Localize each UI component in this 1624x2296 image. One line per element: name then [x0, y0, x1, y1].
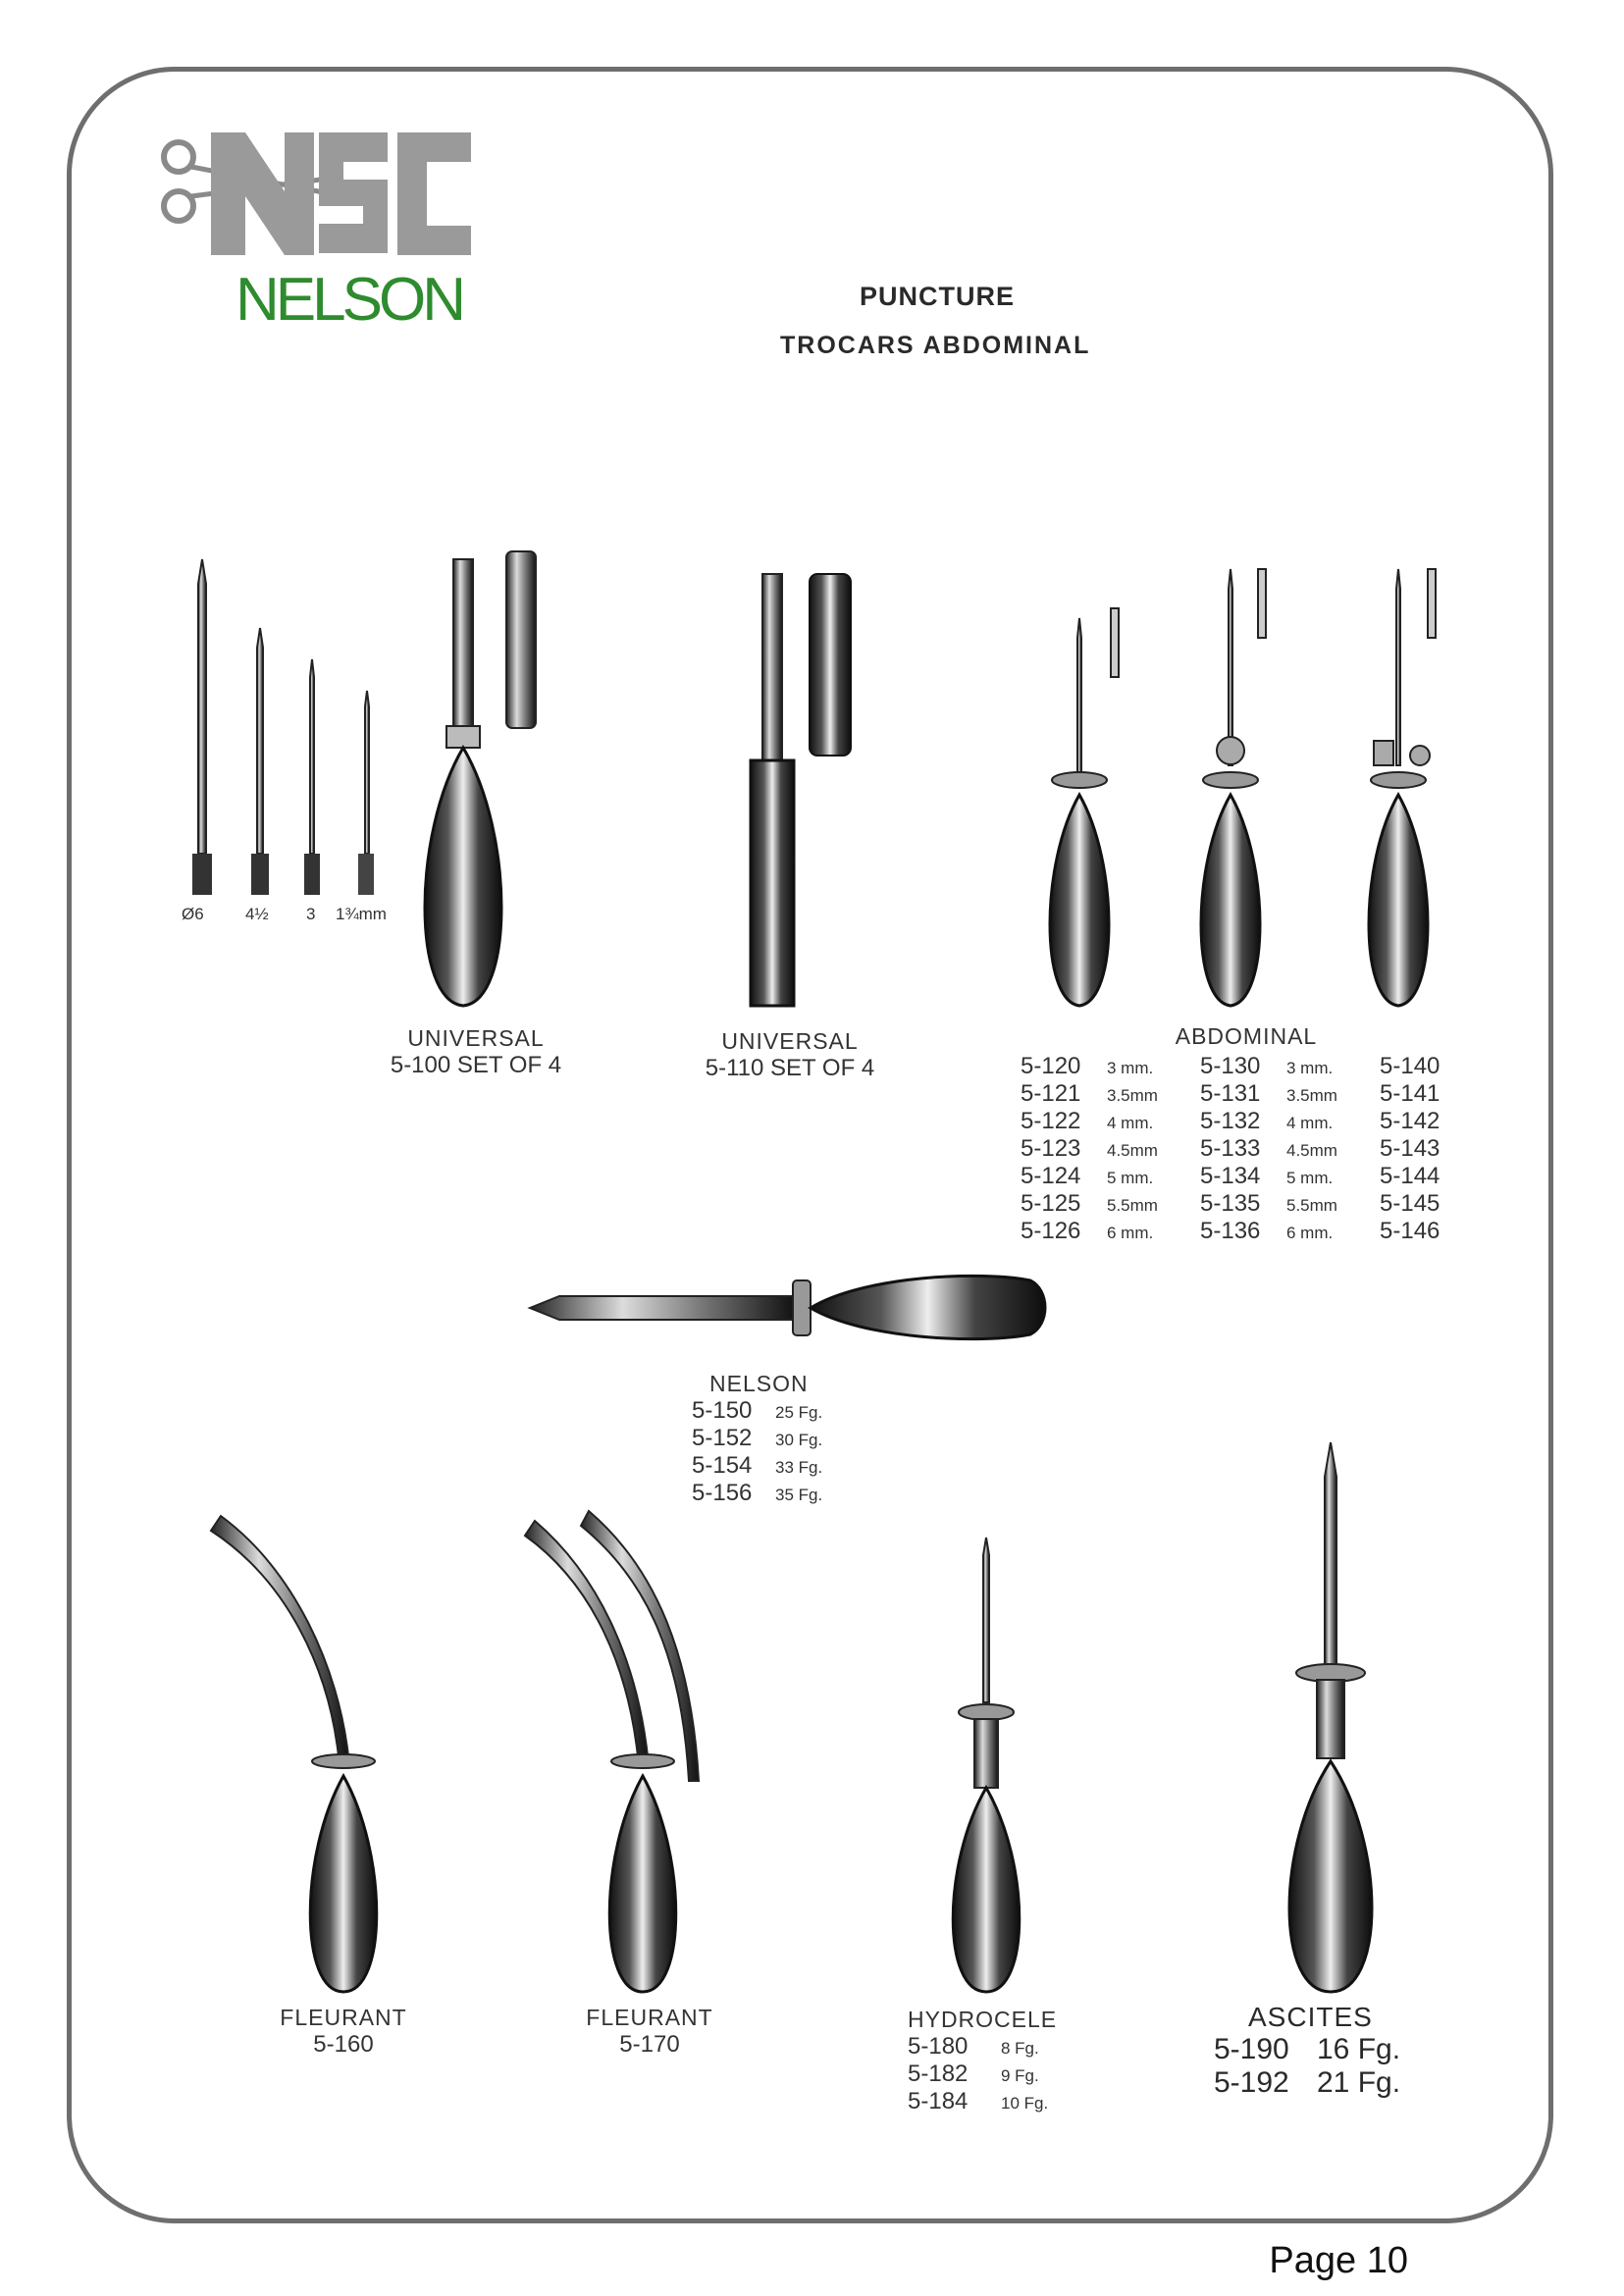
code-cell: 5-134 [1200, 1163, 1261, 1189]
page-number: Page 10 [1269, 2240, 1408, 2281]
table-row [908, 2033, 1057, 2061]
size-cell: 4 mm. [1107, 1114, 1154, 1132]
code-cell: 5-145 [1380, 1190, 1441, 1217]
product-name: FLEURANT [586, 2005, 713, 2030]
table-row [908, 2061, 1057, 2088]
product-name: FLEURANT [280, 2005, 407, 2030]
code-cell: 5-146 [1380, 1218, 1441, 1244]
size-cell: 3 mm. [1107, 1059, 1154, 1077]
size-cell: 5 mm. [1286, 1169, 1334, 1187]
size-cell: 6 mm. [1107, 1224, 1154, 1242]
product-name: ASCITES [1248, 2002, 1373, 2032]
fleurant-5-170-illustration [525, 1511, 699, 1992]
table-row [1021, 1080, 1440, 1108]
code-cell: 5-140 [1380, 1053, 1441, 1079]
universal-1-caption [358, 1025, 594, 1079]
abdominal-trocars-illustration [1050, 569, 1436, 1006]
abdominal-caption [1021, 1023, 1472, 1050]
product-code: 5-100 SET OF 4 [390, 1052, 562, 1078]
product-code: 5-160 [313, 2031, 374, 2058]
fleurant-5-160-illustration [211, 1516, 377, 1992]
size-cell: 21 Fg. [1317, 2066, 1401, 2099]
code-cell: 5-184 [908, 2088, 969, 2114]
table-row [692, 1397, 822, 1425]
code-cell: 5-156 [692, 1480, 753, 1506]
code-cell: 5-124 [1021, 1163, 1081, 1189]
size-cell: 25 Fg. [775, 1403, 823, 1422]
universal-5-110-illustration [751, 574, 851, 1006]
code-cell: 5-154 [692, 1452, 753, 1479]
size-cell: 5.5mm [1107, 1196, 1158, 1215]
size-cell: 4.5mm [1107, 1141, 1158, 1160]
table-row [692, 1480, 822, 1507]
ascites-caption [1214, 2002, 1400, 2100]
code-cell: 5-144 [1380, 1163, 1441, 1189]
needle-size-label: 3 [306, 905, 316, 923]
code-cell: 5-182 [908, 2061, 969, 2087]
section-subtitle: TROCARS ABDOMINAL [780, 332, 1091, 359]
code-cell: 5-192 [1214, 2066, 1289, 2099]
size-cell: 16 Fg. [1317, 2033, 1401, 2065]
product-name: HYDROCELE [908, 2007, 1058, 2032]
nelson-caption [692, 1371, 822, 1507]
code-cell: 5-126 [1021, 1218, 1081, 1244]
needle-set-illustration [192, 559, 374, 895]
table-row [1214, 2066, 1400, 2100]
size-cell: 8 Fg. [1001, 2039, 1039, 2058]
hydrocele-trocar-illustration [953, 1538, 1020, 1992]
code-cell: 5-132 [1200, 1108, 1261, 1134]
size-cell: 3.5mm [1286, 1086, 1337, 1105]
table-row [1021, 1108, 1440, 1135]
code-cell: 5-131 [1200, 1080, 1261, 1107]
code-cell: 5-133 [1200, 1135, 1261, 1162]
code-cell: 5-180 [908, 2033, 969, 2060]
table-row [1021, 1163, 1440, 1190]
code-cell: 5-121 [1021, 1080, 1081, 1107]
fleurant-1-caption [245, 2005, 442, 2059]
table-row [1021, 1053, 1440, 1080]
table-row [692, 1452, 822, 1480]
brand-name: NELSON [236, 266, 462, 334]
code-cell: 5-136 [1200, 1218, 1261, 1244]
size-cell: 9 Fg. [1001, 2066, 1039, 2085]
product-name: UNIVERSAL [407, 1025, 545, 1051]
table-row [1021, 1218, 1440, 1245]
code-cell: 5-143 [1380, 1135, 1441, 1162]
table-row [1021, 1135, 1440, 1163]
code-cell: 5-120 [1021, 1053, 1081, 1079]
needle-size-label: Ø6 [182, 905, 204, 923]
code-cell: 5-122 [1021, 1108, 1081, 1134]
abdominal-table [1021, 1053, 1440, 1245]
section-title: PUNCTURE [860, 282, 1016, 311]
size-cell: 10 Fg. [1001, 2094, 1049, 2113]
table-row [908, 2088, 1057, 2115]
size-cell: 6 mm. [1286, 1224, 1334, 1242]
ascites-trocar-illustration [1289, 1442, 1372, 1992]
size-cell: 4 mm. [1286, 1114, 1334, 1132]
product-name: UNIVERSAL [721, 1028, 859, 1054]
size-cell: 3 mm. [1286, 1059, 1334, 1077]
size-cell: 30 Fg. [775, 1431, 823, 1449]
code-cell: 5-125 [1021, 1190, 1081, 1217]
table-row [1021, 1190, 1440, 1218]
universal-2-caption [672, 1028, 908, 1082]
code-cell: 5-123 [1021, 1135, 1081, 1162]
size-cell: 4.5mm [1286, 1141, 1337, 1160]
code-cell: 5-142 [1380, 1108, 1441, 1134]
code-cell: 5-135 [1200, 1190, 1261, 1217]
code-cell: 5-190 [1214, 2033, 1289, 2065]
needle-size-label: 4½ [245, 905, 269, 923]
code-cell: 5-150 [692, 1397, 753, 1424]
product-code: 5-170 [619, 2031, 680, 2058]
nelson-trocar-illustration [530, 1276, 1045, 1338]
code-cell: 5-130 [1200, 1053, 1261, 1079]
fleurant-2-caption [551, 2005, 748, 2059]
size-cell: 33 Fg. [775, 1458, 823, 1477]
product-name: ABDOMINAL [1175, 1023, 1318, 1049]
size-cell: 5 mm. [1107, 1169, 1154, 1187]
product-code: 5-110 SET OF 4 [705, 1055, 875, 1081]
table-row [692, 1425, 822, 1452]
table-row [1214, 2033, 1400, 2066]
product-name: NELSON [709, 1371, 809, 1396]
size-cell: 35 Fg. [775, 1486, 823, 1504]
hydrocele-caption [908, 2007, 1057, 2115]
size-cell: 3.5mm [1107, 1086, 1158, 1105]
size-cell: 5.5mm [1286, 1196, 1337, 1215]
needle-size-label: 1¾mm [336, 905, 387, 923]
universal-5-100-illustration [425, 551, 536, 1006]
code-cell: 5-141 [1380, 1080, 1441, 1107]
code-cell: 5-152 [692, 1425, 753, 1451]
